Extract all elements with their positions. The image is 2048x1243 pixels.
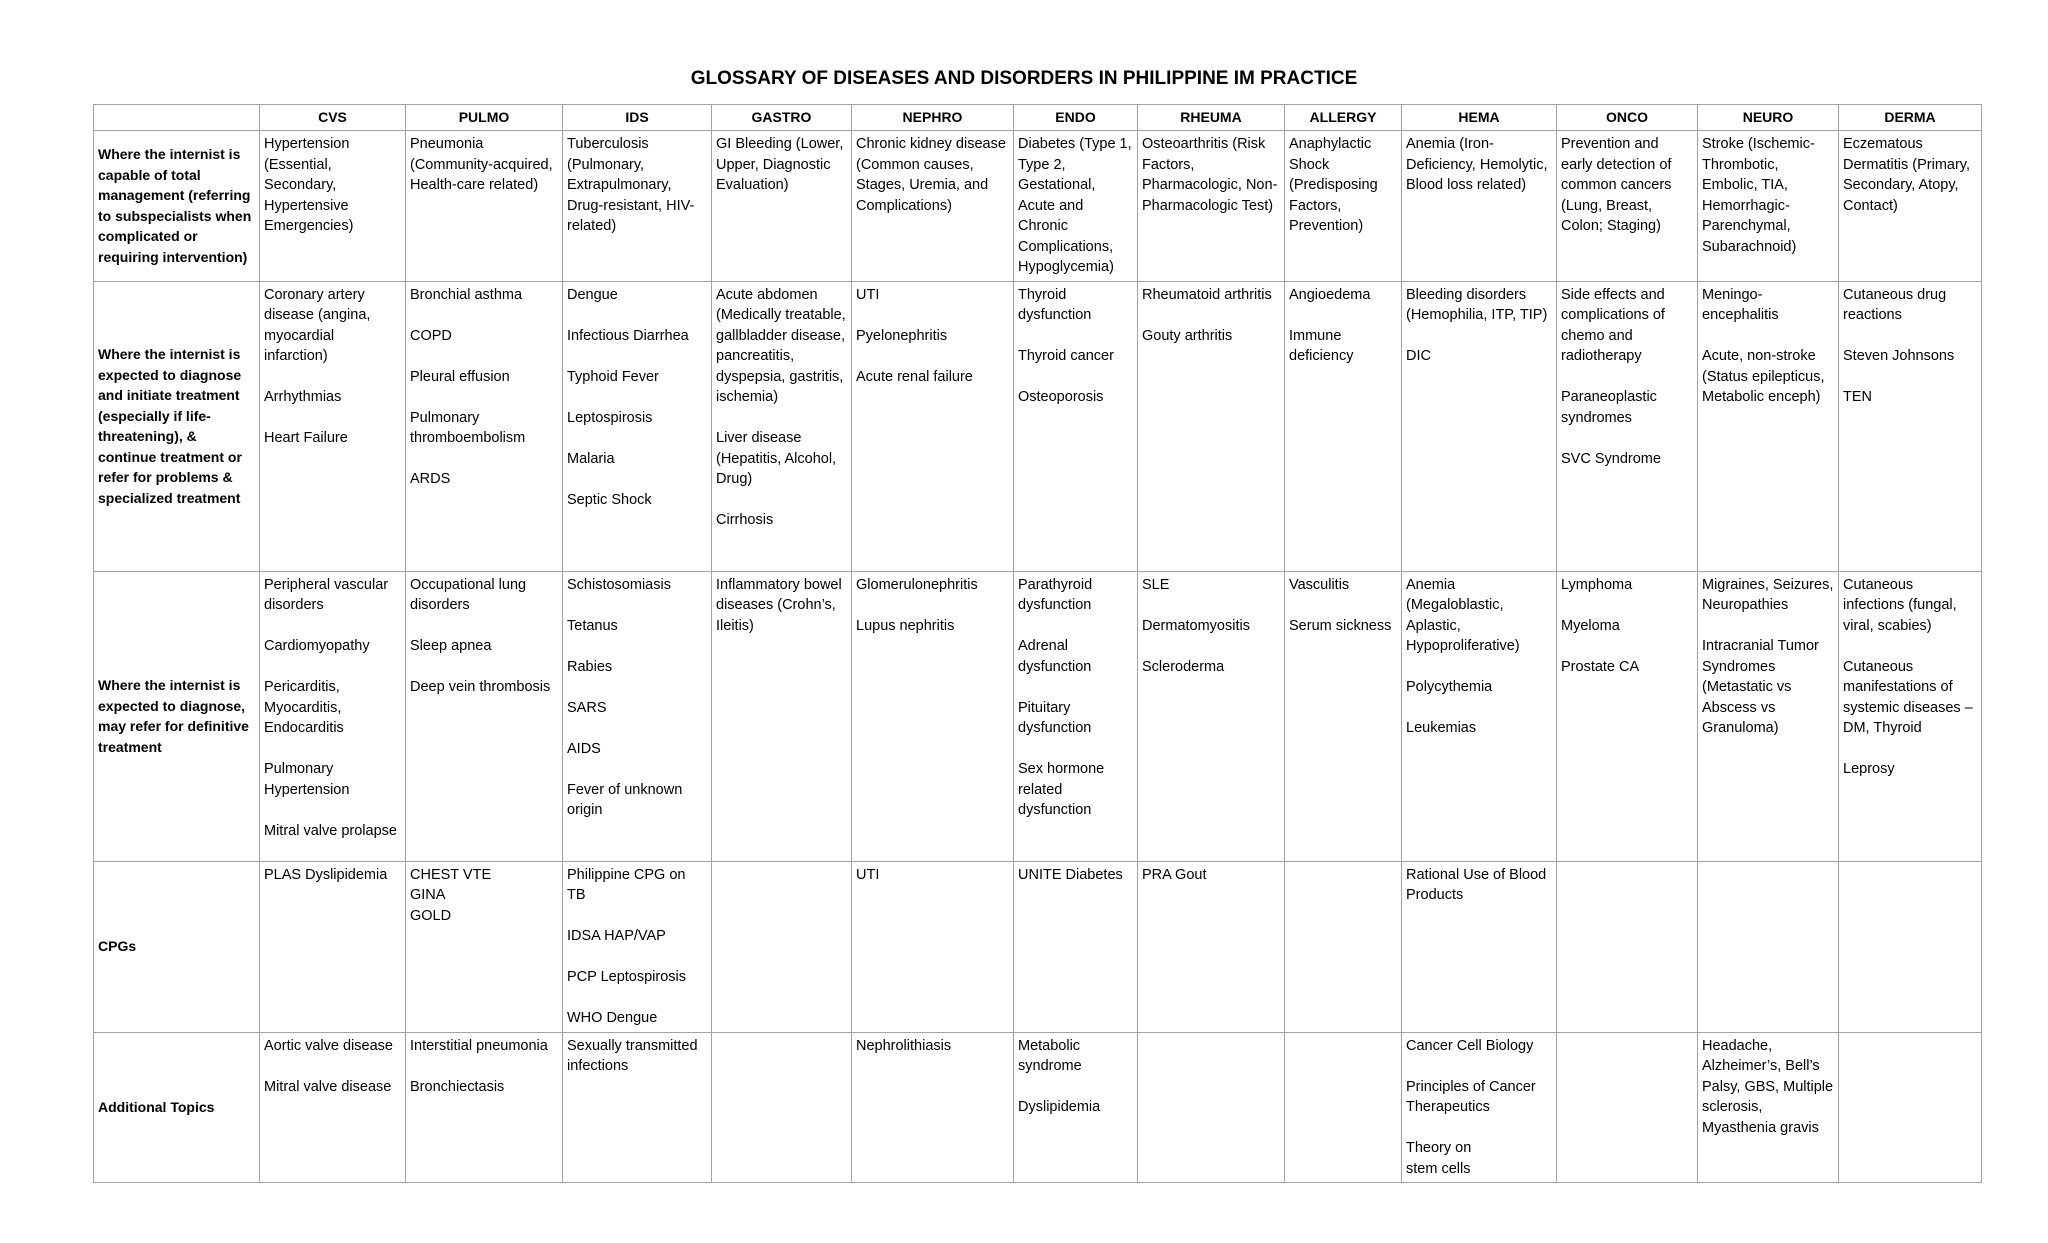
table-cell: PRA Gout	[1138, 861, 1285, 1032]
table-cell	[1285, 861, 1402, 1032]
column-header-pulmo: PULMO	[406, 105, 563, 131]
table-cell: Acute abdomen (Medically treatable, gallbladder disease, pancreatitis, dyspepsia, gastritis, ischemia) Liver disease (Hepatitis, Alcohol, Drug) Cirrhosis	[712, 281, 852, 571]
table-row-additional-topics	[94, 1032, 1982, 1183]
table-cell: Bronchial asthma COPD Pleural effusion Pulmonary thromboembolism ARDS	[406, 281, 563, 571]
table-cell: Cutaneous drug reactions Steven Johnsons TEN	[1839, 281, 1982, 571]
table-cell: Thyroid dysfunction Thyroid cancer Osteoporosis	[1014, 281, 1138, 571]
table-cell: UNITE Diabetes	[1014, 861, 1138, 1032]
row-label: Where the internist is expected to diagnose and initiate treatment (especially if life-threatening), & continue treatment or refer for problems & specialized treatment	[94, 281, 260, 571]
table-cell: Bleeding disorders (Hemophilia, ITP, TIP) DIC	[1402, 281, 1557, 571]
table-cell	[712, 1032, 852, 1183]
table-cell: Rational Use of Blood Products	[1402, 861, 1557, 1032]
table-cell: Philippine CPG on TB IDSA HAP/VAP PCP Leptospirosis WHO Dengue	[563, 861, 712, 1032]
table-cell: Glomerulonephritis Lupus nephritis	[852, 571, 1014, 861]
column-header-cvs: CVS	[260, 105, 406, 131]
table-cell: Interstitial pneumonia Bronchiectasis	[406, 1032, 563, 1183]
row-label: Where the internist is expected to diagnose, may refer for definitive treatment	[94, 571, 260, 861]
column-header-neuro: NEURO	[1698, 105, 1839, 131]
table-cell: SLE Dermatomyositis Scleroderma	[1138, 571, 1285, 861]
table-cell	[712, 861, 852, 1032]
column-header-ids: IDS	[563, 105, 712, 131]
table-row-total-management	[94, 131, 1982, 282]
table-cell: Inflammatory bowel diseases (Crohn’s, Ileitis)	[712, 571, 852, 861]
table-row-diagnose-initiate	[94, 281, 1982, 571]
table-cell: Occupational lung disorders Sleep apnea Deep vein thrombosis	[406, 571, 563, 861]
table-cell	[1698, 861, 1839, 1032]
column-header-derma: DERMA	[1839, 105, 1982, 131]
table-cell: Meningo-encephalitis Acute, non-stroke (Status epilepticus, Metabolic enceph)	[1698, 281, 1839, 571]
table-cell: Aortic valve disease Mitral valve disease	[260, 1032, 406, 1183]
table-cell	[1839, 1032, 1982, 1183]
table-cell: Peripheral vascular disorders Cardiomyopathy Pericarditis, Myocarditis, Endocarditis Pulmonary Hypertension Mitral valve prolapse	[260, 571, 406, 861]
table-cell: Osteoarthritis (Risk Factors, Pharmacologic, Non-Pharmacologic Test)	[1138, 131, 1285, 282]
table-cell: Prevention and early detection of common cancers (Lung, Breast, Colon; Staging)	[1557, 131, 1698, 282]
table-cell: Chronic kidney disease (Common causes, Stages, Uremia, and Complications)	[852, 131, 1014, 282]
table-cell: Anemia (Megaloblastic, Aplastic, Hypoproliferative) Polycythemia Leukemias	[1402, 571, 1557, 861]
table-row-diagnose-refer	[94, 571, 1982, 861]
table-cell: CHEST VTE GINA GOLD	[406, 861, 563, 1032]
table-cell: Eczematous Dermatitis (Primary, Secondary, Atopy, Contact)	[1839, 131, 1982, 282]
table-cell	[1839, 861, 1982, 1032]
table-cell: PLAS Dyslipidemia	[260, 861, 406, 1032]
column-header-onco: ONCO	[1557, 105, 1698, 131]
table-cell: Migraines, Seizures, Neuropathies Intracranial Tumor Syndromes (Metastatic vs Abscess vs Granuloma)	[1698, 571, 1839, 861]
table-cell: Angioedema Immune deficiency	[1285, 281, 1402, 571]
table-cell: Headache, Alzheimer’s, Bell’s Palsy, GBS, Multiple sclerosis, Myasthenia gravis	[1698, 1032, 1839, 1183]
table-cell: Dengue Infectious Diarrhea Typhoid Fever Leptospirosis Malaria Septic Shock	[563, 281, 712, 571]
table-cell: Anemia (Iron-Deficiency, Hemolytic, Blood loss related)	[1402, 131, 1557, 282]
table-cell: Lymphoma Myeloma Prostate CA	[1557, 571, 1698, 861]
table-cell: Parathyroid dysfunction Adrenal dysfunction Pituitary dysfunction Sex hormone related dysfunction	[1014, 571, 1138, 861]
header-row	[94, 105, 1982, 131]
column-header-allergy: ALLERGY	[1285, 105, 1402, 131]
table-cell: Sexually transmitted infections	[563, 1032, 712, 1183]
table-cell: Anaphylactic Shock (Predisposing Factors, Prevention)	[1285, 131, 1402, 282]
table-cell	[1285, 1032, 1402, 1183]
table-cell: Metabolic syndrome Dyslipidemia	[1014, 1032, 1138, 1183]
table-cell: Vasculitis Serum sickness	[1285, 571, 1402, 861]
column-header-rheuma: RHEUMA	[1138, 105, 1285, 131]
table-cell: Cancer Cell Biology Principles of Cancer Therapeutics Theory on stem cells	[1402, 1032, 1557, 1183]
row-label: Where the internist is capable of total management (referring to subspecialists when complicated or requiring intervention)	[94, 131, 260, 282]
row-label: Additional Topics	[94, 1032, 260, 1183]
table-row-cpgs	[94, 861, 1982, 1032]
table-cell: Cutaneous infections (fungal, viral, scabies) Cutaneous manifestations of systemic diseases – DM, Thyroid Leprosy	[1839, 571, 1982, 861]
table-cell: UTI	[852, 861, 1014, 1032]
column-header-gastro: GASTRO	[712, 105, 852, 131]
column-header-endo: ENDO	[1014, 105, 1138, 131]
table-cell: Tuberculosis (Pulmonary, Extrapulmonary, Drug-resistant, HIV-related)	[563, 131, 712, 282]
table-cell: UTI Pyelonephritis Acute renal failure	[852, 281, 1014, 571]
column-header-corner	[94, 105, 260, 131]
table-cell: Rheumatoid arthritis Gouty arthritis	[1138, 281, 1285, 571]
table-cell: Schistosomiasis Tetanus Rabies SARS AIDS Fever of unknown origin	[563, 571, 712, 861]
table-cell: Stroke (Ischemic-Thrombotic, Embolic, TIA, Hemorrhagic-Parenchymal, Subarachnoid)	[1698, 131, 1839, 282]
table-cell: Pneumonia (Community-acquired, Health-care related)	[406, 131, 563, 282]
table-cell: Nephrolithiasis	[852, 1032, 1014, 1183]
table-cell	[1138, 1032, 1285, 1183]
row-label: CPGs	[94, 861, 260, 1032]
table-cell: Hypertension (Essential, Secondary, Hypertensive Emergencies)	[260, 131, 406, 282]
table-cell: Diabetes (Type 1, Type 2, Gestational, Acute and Chronic Complications, Hypoglycemia)	[1014, 131, 1138, 282]
page-title: GLOSSARY OF DISEASES AND DISORDERS IN PHILIPPINE IM PRACTICE	[690, 68, 1358, 89]
table-cell: GI Bleeding (Lower, Upper, Diagnostic Evaluation)	[712, 131, 852, 282]
column-header-nephro: NEPHRO	[852, 105, 1014, 131]
table-cell: Side effects and complications of chemo and radiotherapy Paraneoplastic syndromes SVC Syndrome	[1557, 281, 1698, 571]
column-header-hema: HEMA	[1402, 105, 1557, 131]
glossary-table	[93, 104, 1982, 1183]
table-cell	[1557, 1032, 1698, 1183]
table-cell	[1557, 861, 1698, 1032]
table-cell: Coronary artery disease (angina, myocardial infarction) Arrhythmias Heart Failure	[260, 281, 406, 571]
